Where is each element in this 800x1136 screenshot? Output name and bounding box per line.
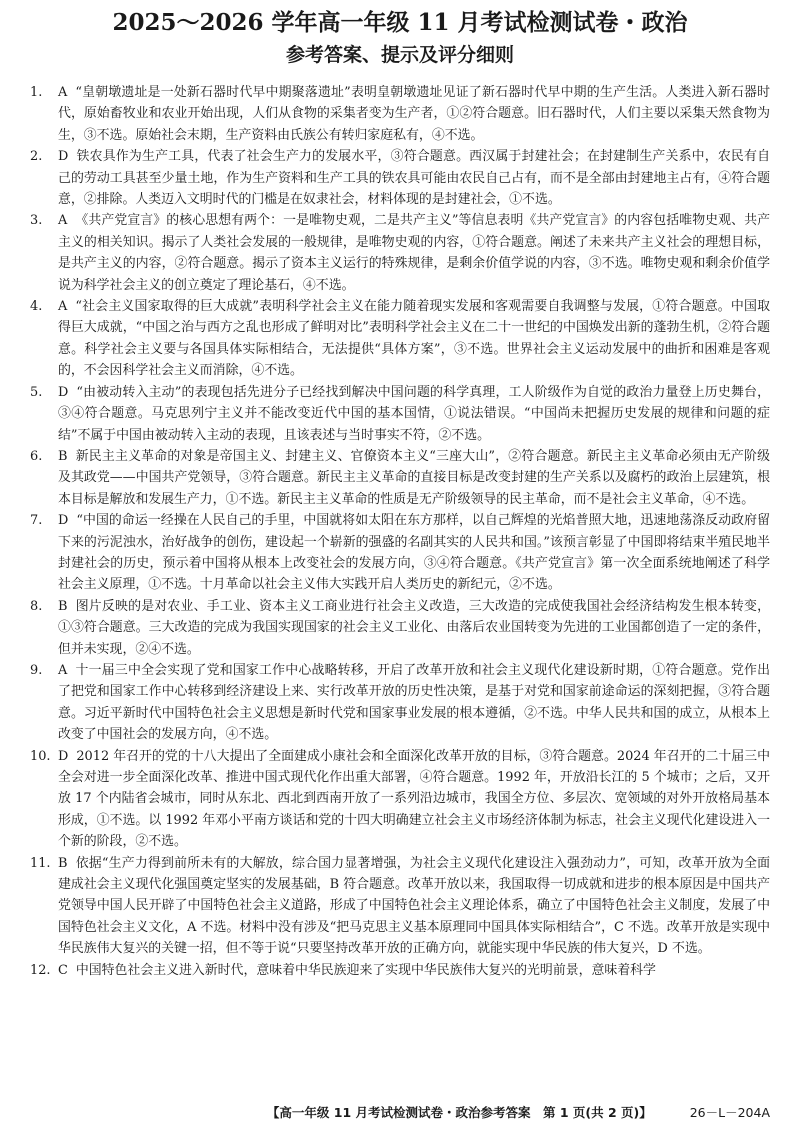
answer-choice: A bbox=[58, 662, 68, 678]
answer-item bbox=[30, 82, 770, 146]
answer-item bbox=[30, 510, 770, 596]
answer-item bbox=[30, 960, 770, 981]
answer-item bbox=[30, 446, 770, 510]
page-footer bbox=[30, 1104, 770, 1122]
footer-page-info: 【高一年级 11 月考试检测试卷・政治参考答案 第 1 页(共 2 页)】 bbox=[266, 1105, 652, 1120]
answer-number: 2. bbox=[30, 149, 43, 165]
answer-choice: A bbox=[58, 213, 68, 229]
answer-number: 9. bbox=[30, 662, 43, 678]
answer-item bbox=[30, 146, 770, 210]
answer-choice: B bbox=[58, 598, 68, 614]
answer-number: 11. bbox=[30, 855, 51, 871]
answer-explanation: 新民主主义革命的对象是帝国主义、封建主义、官僚资本主义“三座大山”，②符合题意。新民主主义革命必须由无产阶级及其政党——中国共产党领导，③符合题意。新民主主义革命的直接目标是改变封建的生产关系以及腐朽的政治上层建筑，根本目标是解放和发展生产力，①不选。新民主主义革命的性质是无产阶级领导的民主革命，而不是社会主义革命，④不选。 bbox=[58, 448, 770, 507]
answer-item bbox=[30, 746, 770, 853]
answer-explanation: 十一届三中全会实现了党和国家工作中心战略转移，开启了改革开放和社会主义现代化建设新时期，①符合题意。党作出了把党和国家工作中心转移到经济建设上来、实行改革开放的历史性决策，是基于对党和国家前途命运的深刻把握，③符合题意。习近平新时代中国特色社会主义思想是新时代党和国家事业发展的根本遵循，②不选。中华人民共和国的成立，从根本上改变了中国社会的发展方向，④不选。 bbox=[58, 662, 770, 743]
answer-explanation: 2012 年召开的党的十八大提出了全面建成小康社会和全面深化改革开放的目标，③符合题意。2024 年召开的二十届三中全会对进一步全面深化改革、推进中国式现代化作出重大部署，④符合题意。1992 年，开放沿长江的 5 个城市；之后，又开放 17 个内陆省会城市，同时从东北、西北到西南开放了一系列沿边城市，我国全方位、多层次、宽领域的对外开放格局基本形成，①不选。以 1992 年邓小平南方谈话和党的十四大明确建立社会主义市场经济体制为标志，社会主义现代化建设进入一个新的阶段，②不选。 bbox=[58, 748, 770, 850]
page-title: 2025～2026 学年高一年级 11 月考试检测试卷・政治 bbox=[112, 9, 688, 36]
answer-item bbox=[30, 660, 770, 746]
answer-explanation: “皇朝墩遗址是一处新石器时代早中期聚落遗址”表明皇朝墩遗址见证了新石器时代早中期的生产生活。人类进入新石器时代，原始畜牧业和农业开始出现，人们从食物的采集者变为生产者，①②符合题意。旧石器时代，人们主要以采集天然食物为生，③不选。原始社会末期，生产资料由氏族公有转归家庭私有，④不选。 bbox=[58, 85, 770, 143]
answer-choice: A bbox=[58, 85, 68, 100]
answer-number: 1. bbox=[30, 85, 43, 100]
answer-item bbox=[30, 296, 770, 382]
answer-number: 6. bbox=[30, 448, 43, 464]
answer-list bbox=[30, 82, 770, 981]
answer-choice: D bbox=[58, 384, 69, 400]
answer-item bbox=[30, 210, 770, 296]
answer-number: 10. bbox=[30, 748, 51, 764]
answer-choice: D bbox=[58, 748, 69, 764]
answer-explanation: “社会主义国家取得的巨大成就”表明科学社会主义在能力随着现实发展和客观需要自我调整与发展，①符合题意。中国取得巨大成就，“中国之治与西方之乱也形成了鲜明对比”表明科学社会主义在二十一世纪的中国焕发出新的蓬勃生机，②符合题意。科学社会主义要与各国具体实际相结合，无法提供“具体方案”，③不选。世界社会主义运动发展中的曲折和困难是客观的，不会因科学社会主义而消除，④不选。 bbox=[58, 299, 770, 379]
answer-number: 5. bbox=[30, 384, 43, 400]
answer-explanation: “由被动转入主动”的表现包括先进分子已经找到解决中国问题的科学真理，工人阶级作为自觉的政治力量登上历史舞台，③④符合题意。马克思列宁主义并不能改变近代中国的基本国情，①说法错误。“中国尚未把握历史发展的规律和问题的症结”不属于中国由被动转入主动的表现，且该表述与当时事实不符，②不选。 bbox=[58, 384, 770, 443]
answer-choice: B bbox=[58, 855, 68, 871]
answer-explanation: 《共产党宣言》的核心思想有两个：一是唯物史观，二是共产主义”等信息表明《共产党宣言》的内容包括唯物史观、共产主义的相关知识。揭示了人类社会发展的一般规律，是唯物史观的内容，①符合题意。阐述了未来共产主义社会的理想目标，是共产主义的内容，②符合题意。揭示了资本主义运行的特殊规律，是剩余价值学说的内容，③不选。唯物史观和剩余价值学说为科学社会主义的创立奠定了理论基石，④不选。 bbox=[58, 213, 770, 293]
answer-item bbox=[30, 382, 770, 446]
answer-explanation: 中国特色社会主义进入新时代，意味着中华民族迎来了实现中华民族伟大复兴的光明前景，意味着科学 bbox=[75, 962, 656, 978]
answer-choice: D bbox=[58, 513, 69, 529]
answer-choice: D bbox=[58, 149, 69, 165]
answer-number: 8. bbox=[30, 598, 43, 614]
answer-choice: B bbox=[58, 448, 68, 464]
page-subtitle: 参考答案、提示及评分细则 bbox=[285, 44, 514, 66]
answer-choice: C bbox=[58, 962, 68, 978]
answer-explanation: 依据“生产力得到前所未有的大解放，综合国力显著增强，为社会主义现代化建设注入强劲动力”，可知，改革开放为全面建成社会主义现代化强国奠定坚实的发展基础，B 符合题意。改革开放以来，我国取得一切成就和进步的根本原因是中国共产党领导中国人民开辟了中国特色社会主义道路，形成了中国特色社会主义理论体系，确立了中国特色社会主义制度，发展了中国特色社会主义文化，A 不选。材料中没有涉及“把马克思主义基本原理同中国具体实际相结合”，C 不选。改革开放是实现中华民族伟大复兴的关键一招，但不等于说“只要坚持改革开放的正确方向，就能实现中华民族的伟大复兴，D 不选。 bbox=[58, 855, 770, 957]
answer-number: 12. bbox=[30, 962, 51, 978]
answer-explanation: 图片反映的是对农业、手工业、资本主义工商业进行社会主义改造，三大改造的完成使我国社会经济结构发生根本转变，①③符合题意。三大改造的完成为我国实现国家的社会主义工业化、由落后农业国转变为先进的工业国都创造了一定的条件，但并未实现，②④不选。 bbox=[58, 598, 770, 657]
answer-item bbox=[30, 853, 770, 960]
footer-code: 26－L－204A bbox=[689, 1105, 770, 1120]
answer-explanation: “中国的命运一经操在人民自己的手里，中国就将如太阳在东方那样，以自己辉煌的光焰普照大地，迅速地荡涤反动政府留下来的污泥浊水，治好战争的创伤，建设起一个崭新的强盛的名副其实的人民共和国。”该预言彰显了中国即将结束半殖民地半封建社会的历史，预示着中国将从根本上改变社会的发展方向，③④符合题意。《共产党宣言》第一次全面系统地阐述了科学社会主义原理，①不选。十月革命以社会主义伟大实践开启人类历史的新纪元，②不选。 bbox=[58, 513, 770, 593]
answer-choice: A bbox=[58, 299, 68, 315]
answer-explanation: 铁农具作为生产工具，代表了社会生产力的发展水平，③符合题意。西汉属于封建社会；在封建制生产关系中，农民有自己的劳动工具甚至少量土地，作为生产资料和生产工具的铁农具可能由农民自己占有，而不是全部由封建地主占有，④符合题意，②排除。人类迈入文明时代的门槛是在奴隶社会，材料体现的是封建社会，①不选。 bbox=[58, 149, 770, 208]
answer-number: 4. bbox=[30, 299, 43, 315]
answer-item bbox=[30, 596, 770, 660]
answer-number: 7. bbox=[30, 513, 43, 529]
answer-number: 3. bbox=[30, 213, 43, 229]
